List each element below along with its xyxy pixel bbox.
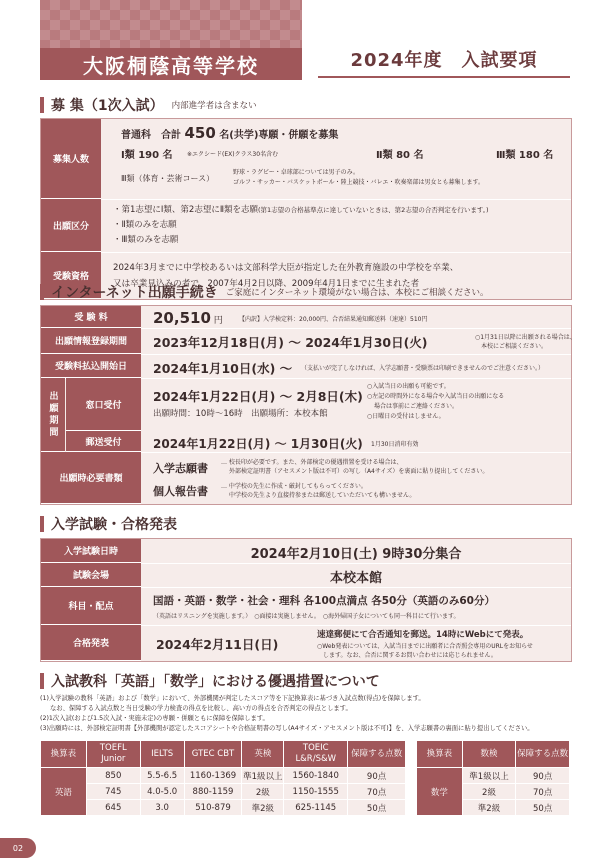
page-title: 2024年度 入試要項 xyxy=(318,46,570,78)
class1-note: ※エクシード(EX)クラス30名含む xyxy=(187,151,279,158)
table-cell: 645 xyxy=(86,800,140,816)
general-course-label: 普通科 合計 xyxy=(121,130,181,141)
doc-application-note-1-text: 校長印が必要です。また、外部検定の優遇措置を受ける場合は、 xyxy=(228,459,403,466)
fee-row xyxy=(41,306,571,329)
english-header-row xyxy=(41,741,406,768)
doc-report-note-1-text: 中学校の先生に作成・厳封してもらってください。 xyxy=(228,483,367,490)
qualification-line-2: 又は卒業見込みの者で、2007年4月2日以降、2009年4月1日までに生まれた者 xyxy=(113,279,420,289)
section-internet-heading xyxy=(40,283,489,301)
division-3: ・Ⅲ類のみを志願 xyxy=(113,235,179,245)
class3-note-2: ゴルフ・サッカー・バスケットボール・陸上競技・バレエ・吹奏楽部は男女とも募集します。 xyxy=(233,179,484,186)
subjects-note: （英語はリスニングを実施します。） ○面接は実施しません。 ○海外帰国子女についても同一科目にて行います。 xyxy=(153,613,460,620)
table-cell: 70点 xyxy=(516,784,570,800)
preference-note-1: (1)入学試験の教科「英語」および「数学」において、外部機関が判定したスコア等を下記換算表に基づき入試点数(得点)を保障します。 xyxy=(40,695,425,702)
math-score-table xyxy=(416,740,570,816)
table-cell: 50点 xyxy=(348,800,406,816)
registration-value: 2023年12月18日(月) ～ 2024年1月30日(火) xyxy=(153,335,428,350)
payment-note: （支払いが完了しなければ、入学志願書・受験票は印刷できませんのでご注意ください。） xyxy=(301,365,545,372)
english-header-cell: TOEFL Junior xyxy=(86,741,140,768)
english-header-cell: GTEC CBT xyxy=(184,741,242,768)
window-note-1: ○入試当日の出願も可能です。 xyxy=(367,383,450,390)
window-note-4: ○日曜日の受付はしません。 xyxy=(367,413,445,420)
table-cell: 1160-1369 xyxy=(184,768,242,784)
section-subtitle: ご家庭にインターネット環境がない場合は、本校にご相談ください。 xyxy=(225,288,489,298)
subjects-row xyxy=(41,587,571,626)
table-row xyxy=(41,768,406,784)
math-header-cell: 数検 xyxy=(462,741,516,768)
preference-note-2: なお、保障する入試点数と当日受験の学力検査の得点を比較し、高い方の得点を合否判定の得点とします。 xyxy=(50,705,352,712)
table-cell: 745 xyxy=(86,784,140,800)
table-cell: 準1級以上 xyxy=(462,768,516,784)
doc-application-note-2: 外部検定証明書（アセスメント版は不可）の写し（A4サイズ）を裏面に貼り提出してください。 xyxy=(229,468,489,475)
registration-note-2: 本校にご相談ください。 xyxy=(481,343,548,350)
period-label: 出願期間 xyxy=(41,378,65,452)
general-suffix: 名(共学)専願・併願を募集 xyxy=(219,130,339,141)
math-header-row xyxy=(417,741,570,768)
preference-note-4: (3)出願時には、外部検定証明書【外部機関が認定したスコアシートや合格証明書の写し(A4サイズ・アセスメント版は不可)】を、入学志願書の裏面に貼り提出してください。 xyxy=(40,725,534,732)
window-label: 窓口受付 xyxy=(66,378,141,431)
english-header-cell: 保障する点数 xyxy=(348,741,406,768)
table-cell: 50点 xyxy=(516,800,570,816)
table-row xyxy=(417,768,570,784)
class3-note-1: 野球・ラグビー・卓球部については男子のみ。 xyxy=(233,169,360,176)
fee-label: 受 験 料 xyxy=(41,306,141,328)
table-cell: 1560-1840 xyxy=(284,768,348,784)
table-cell: 880-1159 xyxy=(184,784,242,800)
division-1-note: (第1志望の合格基準点に達していないときは、第2志望の合否判定を行います。) xyxy=(258,206,489,214)
documents-label: 出願時必要書類 xyxy=(41,452,141,504)
exam-table xyxy=(40,538,572,662)
table-cell: 70点 xyxy=(348,784,406,800)
math-header-cell: 換算表 xyxy=(417,741,463,768)
doc-application-note-1: … 校長印が必要です。また、外部検定の優遇措置を受ける場合は、 xyxy=(221,459,403,466)
table-cell: 90点 xyxy=(348,768,406,784)
table-row xyxy=(41,800,406,816)
math-row-label: 数学 xyxy=(417,768,463,816)
table-cell: 3.0 xyxy=(140,800,184,816)
section-title: 入学試験・合格発表 xyxy=(51,517,177,533)
division-1-text: ・第1志望にⅠ類、第2志望にⅡ類を志願 xyxy=(113,205,259,215)
page-number: 02 xyxy=(0,838,36,858)
division-label: 出願区分 xyxy=(41,199,101,252)
qualification-label: 受験資格 xyxy=(41,252,101,299)
division-1 xyxy=(113,203,489,215)
english-header-cell: 英検 xyxy=(242,741,284,768)
payment-label: 受験料払込開始日 xyxy=(41,354,141,378)
result-main: 速達郵便にて合否通知を郵送。14時にWebにて発表。 xyxy=(317,630,529,640)
section-bar xyxy=(40,97,44,113)
window-hours: 出願時間：10時～16時 出願場所：本校本館 xyxy=(153,409,328,419)
division-row xyxy=(41,199,571,253)
math-header-cell: 保障する点数 xyxy=(516,741,570,768)
english-header-cell: 換算表 xyxy=(41,741,87,768)
table-cell: 625-1145 xyxy=(284,800,348,816)
table-cell: 準2級 xyxy=(242,800,284,816)
period-row xyxy=(41,378,571,453)
table-cell: 5.5-6.5 xyxy=(140,768,184,784)
registration-note-1: ○1月31日以降に出願される場合は、 xyxy=(475,334,576,341)
fee-value: 20,510 xyxy=(153,309,211,327)
fee-note: 【内訳】入学検定料：20,000円、合否結果通知郵送料（速達）510円 xyxy=(239,316,428,323)
capacity-label: 募集人数 xyxy=(41,119,101,199)
table-cell: 2級 xyxy=(242,784,284,800)
table-cell: 準1級以上 xyxy=(242,768,284,784)
payment-row xyxy=(41,354,571,379)
mail-label: 郵送受付 xyxy=(66,431,141,452)
table-cell: 1150-1555 xyxy=(284,784,348,800)
recruit-table xyxy=(40,118,572,300)
subjects-label: 科目・配点 xyxy=(41,587,141,625)
doc-application: 入学志願書 xyxy=(153,462,208,475)
exam-date-label: 入学試験日時 xyxy=(41,539,141,563)
payment-value: 2024年1月10日(水) ～ xyxy=(153,361,293,376)
section-exam-heading xyxy=(40,515,177,533)
division-2: ・Ⅱ類のみを志願 xyxy=(113,220,177,230)
class3-capacity: Ⅲ類 180 名 xyxy=(496,150,554,161)
mail-note: 1月30日消印有効 xyxy=(371,441,419,448)
section-bar xyxy=(40,673,44,689)
english-header-cell: IELTS xyxy=(140,741,184,768)
preference-note-3: (2)1次入試(および1.5次入試・実施未定)の専願・併願ともに保障を保障します。 xyxy=(40,715,269,722)
documents-row xyxy=(41,452,571,504)
exam-venue-value: 本校本館 xyxy=(329,571,382,586)
result-note-1: ○Web発表については、入試当日までに出願者に合否照会専用のURLをお知らせ xyxy=(317,643,533,650)
result-note-2: します。なお、合否に関するお問い合わせには応じられません。 xyxy=(323,652,497,659)
internet-table xyxy=(40,305,576,505)
section-recruit-heading xyxy=(40,96,257,114)
exam-venue-row xyxy=(41,563,571,588)
class3-sub: Ⅲ類（体育・芸術コース） xyxy=(121,174,215,183)
table-cell: 準2級 xyxy=(462,800,516,816)
window-note-3: 場合は事前にご連絡ください。 xyxy=(374,403,459,410)
exam-date-value: 2024年2月10日(土) 9時30分集合 xyxy=(250,547,462,562)
section-title: インターネット出願手続き xyxy=(51,285,218,301)
class2-capacity: Ⅱ類 80 名 xyxy=(376,150,424,161)
mail-value: 2024年1月22日(月) ～ 1月30日(火) xyxy=(153,437,363,451)
section-preference-heading xyxy=(40,672,380,690)
table-cell: 2級 xyxy=(462,784,516,800)
subjects-value: 国語・英語・数学・社会・理科 各100点満点 各50分（英語のみ60分） xyxy=(153,595,495,607)
section-title: 募 集（1次入試） xyxy=(51,98,164,114)
school-name: 大阪桐蔭高等学校 xyxy=(40,48,302,80)
section-subtitle: 内部進学者は含まない xyxy=(171,101,257,111)
registration-label: 出願情報登録期間 xyxy=(41,328,141,354)
fee-unit: 円 xyxy=(213,316,223,326)
table-cell: 90点 xyxy=(516,768,570,784)
result-row xyxy=(41,625,571,661)
qualification-line-1: 2024年3月までに中学校あるいは文部科学大臣が指定した在外教育施設の中学校を卒業、 xyxy=(113,263,459,273)
doc-report: 個人報告書 xyxy=(153,485,208,498)
result-label: 合格発表 xyxy=(41,625,141,661)
exam-date-row xyxy=(41,539,571,564)
section-bar xyxy=(40,284,44,300)
table-cell: 510-879 xyxy=(184,800,242,816)
table-cell: 4.0-5.0 xyxy=(140,784,184,800)
class1-capacity: Ⅰ類 190 名 xyxy=(121,150,173,161)
exam-venue-label: 試験会場 xyxy=(41,563,141,587)
doc-report-note-2: 中学校の先生より直接持参または郵送していただいても構いません。 xyxy=(229,492,416,499)
english-row-label: 英語 xyxy=(41,768,87,816)
fee-amount xyxy=(153,309,223,327)
table-row xyxy=(41,784,406,800)
doc-report-note-1: … 中学校の先生に作成・厳封してもらってください。 xyxy=(221,483,367,490)
table-cell: 850 xyxy=(86,768,140,784)
english-score-table xyxy=(40,740,406,816)
capacity-row xyxy=(41,119,571,200)
general-number: 450 xyxy=(184,124,216,142)
general-course xyxy=(121,124,338,142)
english-header-cell: TOEIC L&R/S&W xyxy=(284,741,348,768)
section-bar xyxy=(40,516,44,532)
section-title: 入試教科「英語」「数学」における優遇措置について xyxy=(51,674,380,690)
registration-row xyxy=(41,328,576,355)
result-value: 2024年2月11日(日) xyxy=(156,637,279,652)
window-note-2: ○左記の時間外になる場合や入試当日の出願になる xyxy=(367,393,505,400)
window-value: 2024年1月22日(月) ～ 2月8日(木) xyxy=(153,389,363,404)
